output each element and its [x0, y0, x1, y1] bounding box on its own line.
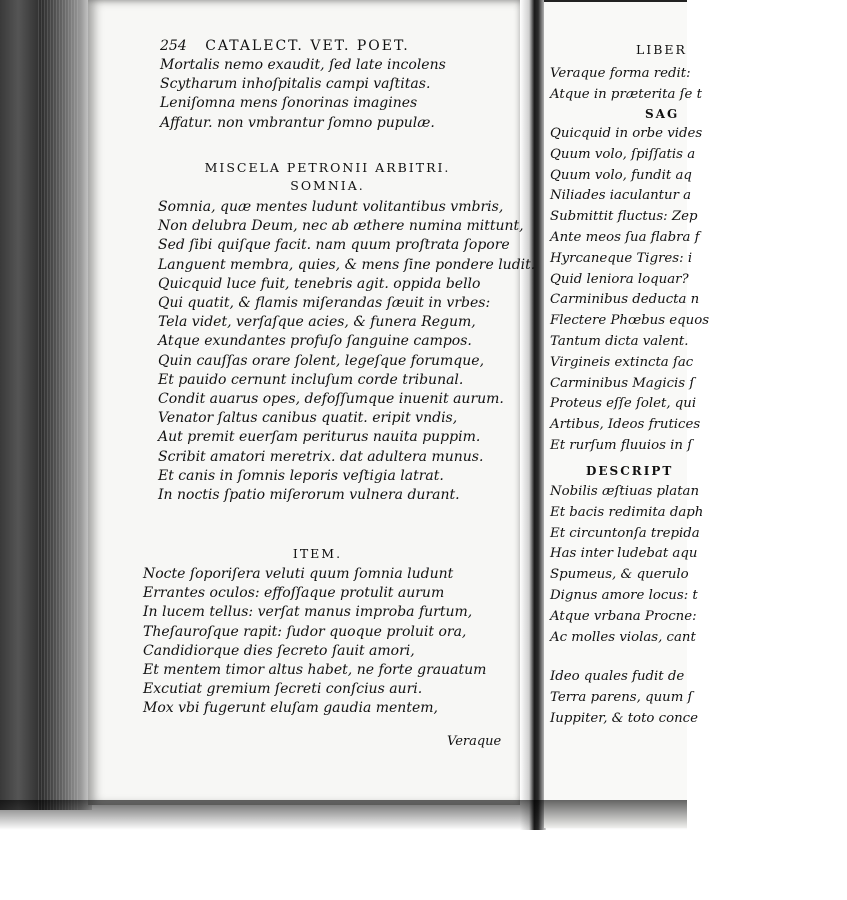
- verse-line: Virgineis extincta ſac: [550, 354, 694, 370]
- verse-line: Affatur. non vmbrantur ſomno pupulæ.: [160, 114, 435, 131]
- verse-line: Leniſomna mens ſonorinas imagines: [160, 95, 418, 112]
- verse-line: Quicquid luce fuit, tenebris agit. oppida bello: [158, 275, 481, 292]
- verse-line: In noctis ſpatio miſerorum vulnera durant.: [158, 487, 460, 504]
- verse-line: Quin cauſſas orare ſolent, legeſque forumque,: [158, 352, 485, 369]
- verse-line: Aut premit euerſam periturus nauita puppim.: [158, 429, 481, 446]
- item-title: ITEM.: [292, 546, 343, 561]
- verse-line: Nocte ſoporiſera veluti quum ſomnia ludunt: [143, 566, 454, 582]
- verse-line: Et rurſum fluuios in ſ: [550, 437, 693, 453]
- verse-line: Somnia, quæ mentes ludunt volitantibus vmbris,: [158, 199, 504, 215]
- verse-line: Mox vbi fugerunt eluſam gaudia mentem,: [143, 700, 438, 717]
- verse-line: Ante meos ſua flabra f: [550, 229, 700, 245]
- page-number: 254: [160, 38, 187, 54]
- verse-line: Et mentem timor altus habet, ne forte grauatum: [143, 662, 487, 679]
- verse-line: Mortalis nemo exaudit, ſed late incolens: [160, 57, 446, 73]
- verse-line: Et pauido cernunt incluſum corde tribunal.: [158, 371, 464, 388]
- catchword: Veraque: [447, 734, 502, 749]
- section-title: MISCELA PETRONII ARBITRI.: [204, 160, 451, 175]
- verse-line: Spumeus, & querulo: [550, 567, 689, 583]
- running-head-title: CATALECT. VET. POET.: [205, 38, 410, 54]
- verse-line: Carminibus deducta n: [550, 292, 700, 308]
- verse-line: Tela videt, verſaſque acies, & funera Regum,: [158, 314, 476, 331]
- verse-line: Dignus amore locus: t: [550, 587, 698, 603]
- verse-line: Atque in præterita ſe t: [550, 86, 702, 102]
- page-edges: [38, 0, 78, 810]
- right-middle-verse: [550, 124, 709, 457]
- opening-verse: [160, 56, 847, 133]
- verse-line: Quid leniora loquar?: [550, 271, 689, 287]
- verse-line: Venator ſaltus canibus quatit. eripit vndis,: [158, 410, 458, 427]
- verse-line: Ideo quales fudit de: [550, 669, 685, 684]
- verse-line: Hyrcaneque Tigres: i: [550, 250, 693, 266]
- verse-line: Scytharum inhoſpitalis campi vaſtitas.: [160, 76, 431, 93]
- verse-line: Quum volo, fundit aq: [550, 167, 692, 183]
- verse-line: Candidiorque dies ſecreto ſauit amori,: [143, 642, 415, 659]
- verse-line: Excutiat gremium ſecreti conſcius auri.: [143, 681, 423, 698]
- verse-line: Et circuntonſa trepida: [550, 525, 700, 541]
- verse-line: Quicquid in orbe vides: [550, 126, 703, 141]
- verse-line: Quum volo, ſpiſſatis a: [550, 146, 696, 162]
- verse-line: Niliades iaculantur a: [550, 188, 692, 204]
- right-running-head: LIBER: [636, 42, 687, 57]
- right-top-verse: [550, 64, 702, 106]
- right-subhead: SAG: [645, 107, 680, 121]
- right-subhead-2: DESCRIPT: [586, 464, 674, 478]
- verse-line: Et canis in ſomnis leporis veſtigia latrat.: [158, 467, 444, 484]
- verse-line: Nobilis æſtiuas platan: [550, 484, 700, 499]
- verse-line: Theſauroſque rapit: ſudor quoque proluit ora,: [143, 623, 467, 640]
- verse-line: Et bacis redimita daph: [550, 504, 704, 520]
- verse-line: Languent membra, quies, & mens ſine pondere ludit.: [158, 256, 536, 273]
- verse-line: Submittit fluctus: Zep: [550, 209, 698, 225]
- verse-line: Non delubra Deum, nec ab æthere numina mittunt,: [158, 218, 524, 235]
- item-verse: [143, 565, 830, 719]
- right-final-verse: [550, 667, 698, 729]
- verse-line: Carminibus Magicis ſ: [550, 375, 695, 391]
- verse-line: Sed ſibi quiſque facit. nam quum proſtrata ſopore: [158, 237, 510, 254]
- verse-line: Tantum dicta valent.: [550, 333, 689, 349]
- verse-line: Has inter ludebat aqu: [550, 546, 698, 562]
- verse-line: In lucem tellus: verſat manus improba furtum,: [143, 604, 473, 621]
- verse-line: Artibus, Ideos frutices: [550, 417, 701, 433]
- verse-line: Atque vrbana Procne:: [550, 608, 697, 624]
- verse-line: Condit auarus opes, defoſſumque inuenit aurum.: [158, 391, 504, 408]
- verse-line: Terra parens, quum ſ: [550, 689, 693, 705]
- verse-line: Veraque forma redit:: [550, 66, 691, 81]
- bottom-shadow: [0, 800, 687, 830]
- verse-line: Iuppiter, & toto conce: [550, 710, 698, 726]
- section-subtitle: SOMNIA.: [290, 178, 365, 193]
- somnia-verse: [158, 198, 845, 505]
- verse-line: Proteus eſſe ſolet, qui: [550, 396, 697, 412]
- running-head: [160, 38, 500, 54]
- verse-line: Flectere Phœbus equos: [550, 313, 710, 329]
- verse-line: Ac molles violas, cant: [550, 629, 696, 645]
- verse-line: Qui quatit, & flamis miſerandas ſæuit in vrbes:: [158, 295, 491, 312]
- verse-line: Scribit amatori meretrix. dat adultera munus.: [158, 448, 484, 465]
- right-lower-verse: [550, 482, 703, 648]
- verse-line: Atque exundantes profuſo ſanguine campos.: [158, 333, 472, 350]
- verse-line: Errantes oculos: effoſſaque protulit aurum: [143, 585, 445, 602]
